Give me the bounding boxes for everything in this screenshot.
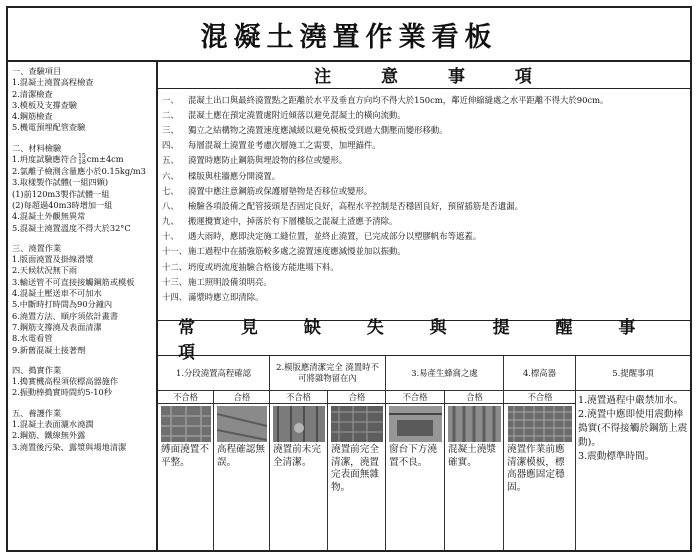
defects-heading: 常 見 缺 失 與 提 醒 事 項 <box>158 320 690 356</box>
pass-caption: 高程確認無誤。 <box>217 444 265 468</box>
column-divider <box>444 390 445 550</box>
fail-label: 不合格 <box>158 390 214 404</box>
notice-number: 九、 <box>162 216 179 227</box>
column-divider <box>213 390 214 550</box>
notice-item <box>162 198 686 213</box>
notice-text: 混凝土應在預定澆置處附近傾落以避免混凝土的橫向流動。 <box>188 109 406 120</box>
defect-column <box>158 356 270 550</box>
checklist-section <box>12 408 152 453</box>
check-line: 2.鋼筋、鐵線無外露 <box>12 430 86 441</box>
check-line: 4.混凝土壓送車不可加水 <box>12 288 102 299</box>
notice-number: 十四、 <box>162 292 188 303</box>
notice-text: 澆置時應防止鋼筋與埋設物的移位或變形。 <box>188 155 348 166</box>
pass-photo <box>448 406 501 442</box>
defect-column <box>504 356 576 550</box>
defect-category: 4.標高器 <box>504 356 575 391</box>
check-line: 6.澆置方法、順序須依計畫書 <box>12 310 119 321</box>
notice-number: 十一、 <box>162 246 188 257</box>
notice-item <box>162 168 686 183</box>
notice-item <box>162 92 686 107</box>
check-line: 5.機電預埋配管查驗 <box>12 122 86 133</box>
notice-item <box>162 183 686 198</box>
check-line: 8.水電看管 <box>12 333 53 344</box>
notice-number: 七、 <box>162 185 179 196</box>
notice-item <box>162 107 686 122</box>
notice-number: 四、 <box>162 140 179 151</box>
notice-item <box>162 289 686 304</box>
check-line: 1.搗實機高程須依標高器施作 <box>12 376 119 387</box>
notice-item <box>162 122 686 137</box>
pass-caption: 澆置前完全清潔，澆置完表面無雜物。 <box>331 444 379 493</box>
reminder-column <box>576 356 690 550</box>
check-line: 2.振動棒搗實時間約5-10秒 <box>12 387 112 398</box>
checklist-section <box>12 243 152 356</box>
check-line: 5.混凝土澆置溫度不得大於32°C <box>12 222 131 233</box>
fraction-top: 15 <box>78 153 86 161</box>
pass-photo <box>217 406 267 442</box>
defect-column <box>270 356 386 550</box>
check-line: 1.混凝土表面灑水澆潤 <box>12 419 94 430</box>
notice-number: 二、 <box>162 109 179 120</box>
defect-category: 3.易產生蜂窩之處 <box>386 356 503 391</box>
notice-text: 檢驗各項設備之配管接頭是否固定良好，高程水平控制是否穩固良好，預留插筋是否遺漏。 <box>188 200 523 211</box>
reminder-heading: 5.提醒事項 <box>576 356 690 391</box>
notice-text: 遇大雨時，應即決定施工縫位置，並終止澆置，已完成部分以塑膠帆布等遮蓋。 <box>188 231 482 242</box>
notice-number: 三、 <box>162 124 179 135</box>
slump-text: 1.坍度試驗應符合 <box>12 154 78 165</box>
pass-label: 合格 <box>214 390 270 404</box>
pass-photo <box>331 406 383 442</box>
notice-number: 十三、 <box>162 276 188 287</box>
fraction-bottom: 18 <box>78 159 86 167</box>
checklist-sidebar <box>8 60 158 550</box>
fail-photo <box>273 406 325 442</box>
fail-caption: 澆置作業前應清潔模板，標高器應固定穩固。 <box>507 444 565 493</box>
notice-text: 樑版與柱牆應分開澆置。 <box>188 170 281 181</box>
notice-number: 八、 <box>162 200 179 211</box>
slump-line <box>12 154 152 166</box>
notice-text: 滿漿時應立即清除。 <box>188 292 264 303</box>
fail-label: 不合格 <box>504 390 576 404</box>
check-line: 7.鋼筋支撐澆及表面清潔 <box>12 321 102 332</box>
check-line: 3.輸送管不可直接接觸鋼筋或模板 <box>12 276 135 287</box>
notice-number: 一、 <box>162 94 179 105</box>
check-line: 5.中斷時打時間為90分鐘內 <box>12 299 113 310</box>
section-heading: 二、材料檢驗 <box>12 142 62 153</box>
notice-number: 十二、 <box>162 261 188 272</box>
fail-label: 不合格 <box>270 390 328 404</box>
notice-text: 澆置中應注意鋼筋或保護層墊物是否移位或變形。 <box>188 185 373 196</box>
defects-grid <box>158 356 690 550</box>
check-line: 4.混凝土外觀無異常 <box>12 211 86 222</box>
section-heading: 五、養護作業 <box>12 407 62 418</box>
section-heading: 一、查驗項目 <box>12 66 62 76</box>
fail-photo <box>389 406 442 442</box>
notice-item <box>162 274 686 289</box>
notice-text: 混凝土出口與最終澆置點之距離於水平及垂直方向均不得大於150cm，鄰近伸縮縫處之水平距離不得大於90cm。 <box>188 94 609 105</box>
pass-label: 合格 <box>445 390 504 404</box>
slump-fraction <box>78 154 86 166</box>
fail-caption: 窗台下方澆置不良。 <box>389 444 437 468</box>
check-line: 9.新舊混凝土接著劑 <box>12 344 86 355</box>
pass-caption: 混凝土澆漿確實。 <box>448 444 496 468</box>
defect-category: 1.分段澆置高程確認 <box>158 356 269 391</box>
notice-list <box>158 89 690 319</box>
section-heading: 四、搗實作業 <box>12 364 62 375</box>
check-line: 2.清潔檢查 <box>12 88 53 99</box>
fail-caption: 澆置前未完全清潔。 <box>273 444 321 468</box>
board <box>6 6 692 552</box>
notice-text: 每層混凝土澆置並考慮次層施工之需要，加埋錨件。 <box>188 140 381 151</box>
board-title: 混凝土澆置作業看板 <box>8 8 690 62</box>
notice-item <box>162 229 686 244</box>
check-line: 3.澆置後污染、露漿與場地清潔 <box>12 441 127 452</box>
notice-text: 搬運攪實途中，掉落於有下層樓版之混凝土渣應予清除。 <box>188 216 398 227</box>
check-line: 3.模板及支撐查驗 <box>12 99 78 110</box>
check-line: 2.氯離子檢測含量應小於0.15kg/m3 <box>12 166 146 177</box>
notice-text: 獨立之結構物之澆置速度應減緩以避免模板受到過大側壓而變形移動。 <box>188 124 448 135</box>
fail-photo <box>161 406 211 442</box>
fail-label: 不合格 <box>386 390 445 404</box>
reminder-item: 1.澆置過程中嚴禁加水。 <box>578 395 684 406</box>
notice-number: 五、 <box>162 155 179 166</box>
notice-item <box>162 259 686 274</box>
check-line: (1)前120m3製作試體一組 <box>12 188 110 199</box>
notice-text: 坍度或坍流度抽驗合格後方能進場下料。 <box>188 261 339 272</box>
slump-unit: cm±4cm <box>86 154 124 165</box>
fail-photo <box>508 406 572 442</box>
check-line: 1.混凝土澆置高程檢查 <box>12 77 94 88</box>
check-line: 1.版面澆置及掛線滑漿 <box>12 254 94 265</box>
reminder-list <box>578 394 688 464</box>
check-line: (2)每超過40m3時增加一組 <box>12 199 113 210</box>
defect-category: 2.模版應清潔完全 澆置時不可將雜物留在內 <box>270 356 385 391</box>
reminder-item: 2.澆置中應即使用震動棒搗實(不得接觸於鋼筋上震動)。 <box>578 409 688 448</box>
pass-label: 合格 <box>328 390 386 404</box>
notice-item <box>162 244 686 259</box>
checklist-section <box>12 365 152 399</box>
fail-caption: 縛面澆置不平整。 <box>161 444 209 468</box>
checklist-section <box>12 66 152 134</box>
check-line: 2.天候狀況無下雨 <box>12 265 78 276</box>
checklist-section <box>12 143 152 234</box>
section-heading: 三、澆置作業 <box>12 242 62 253</box>
defect-column <box>386 356 504 550</box>
notice-number: 十、 <box>162 231 179 242</box>
notice-item <box>162 214 686 229</box>
notice-number: 六、 <box>162 170 179 181</box>
notice-heading: 注 意 事 項 <box>158 60 690 89</box>
notice-item <box>162 138 686 153</box>
notice-item <box>162 153 686 168</box>
main-panel <box>158 60 690 550</box>
reminder-item: 3.震動標準時間。 <box>578 451 655 462</box>
check-line: 4.鋼筋檢查 <box>12 111 53 122</box>
notice-text: 施工照明設備須明亮。 <box>188 276 272 287</box>
notice-text: 施工過程中在插強筋較多處之澆置速度應減慢並加以振動。 <box>188 246 406 257</box>
check-line: 3.取樣製作試體(一組四顆) <box>12 177 109 188</box>
